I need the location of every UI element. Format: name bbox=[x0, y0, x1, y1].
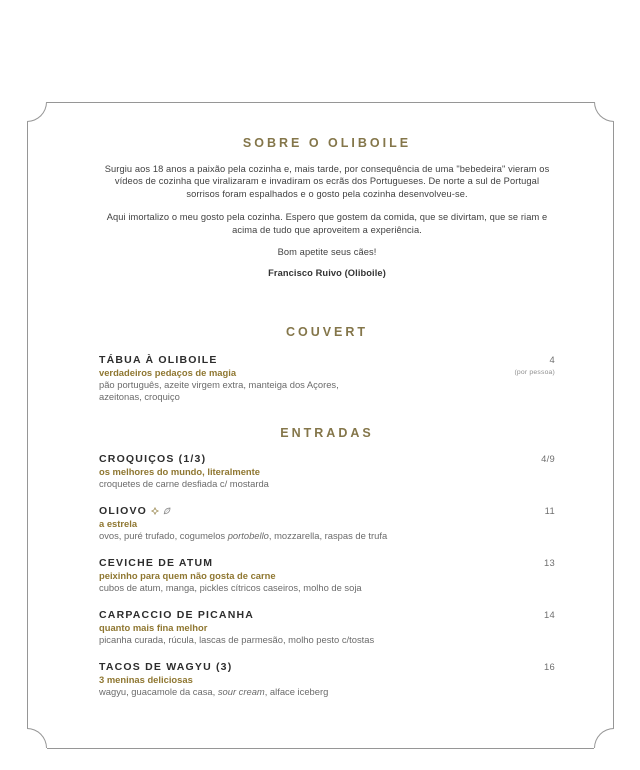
item-name bbox=[99, 504, 555, 518]
couvert-items bbox=[99, 353, 555, 403]
item-name bbox=[99, 660, 555, 674]
menu-item-tacos bbox=[99, 660, 555, 698]
item-description-italic: sour cream bbox=[217, 685, 265, 697]
item-description bbox=[99, 686, 519, 698]
item-name-text: CROQUIÇOS (1/3) bbox=[99, 452, 207, 465]
leaf-icon bbox=[163, 507, 171, 515]
about-signoff: Bom apetite seus cães! bbox=[277, 247, 377, 258]
about-author: Francisco Ruivo (Oliboile) bbox=[268, 268, 386, 279]
item-price bbox=[544, 661, 555, 673]
item-description-text: ovos, puré trufado, cogumelos bbox=[99, 529, 228, 541]
item-description bbox=[99, 379, 384, 403]
item-description bbox=[99, 634, 519, 646]
item-name bbox=[99, 452, 555, 466]
item-name-text: OLIOVO bbox=[99, 504, 148, 517]
item-description-text: pão português, azeite virgem extra, manteiga dos Açores, azeitonas, croquiço bbox=[99, 378, 339, 402]
section-title-couvert: COUVERT bbox=[285, 324, 369, 339]
menu-item-tabua bbox=[99, 353, 555, 403]
entradas-items bbox=[99, 452, 555, 698]
price-value: 4/9 bbox=[541, 452, 555, 464]
item-tagline: 3 meninas deliciosas bbox=[99, 673, 193, 685]
item-price bbox=[544, 609, 555, 621]
section-title-entradas: ENTRADAS bbox=[280, 425, 374, 440]
item-description bbox=[99, 478, 519, 490]
frame-line-bottom bbox=[47, 748, 594, 749]
item-tagline: a estrela bbox=[99, 517, 138, 529]
sparkle-icon bbox=[151, 507, 159, 515]
price-value: 16 bbox=[543, 660, 555, 672]
item-tagline: verdadeiros pedaços de magia bbox=[99, 366, 237, 378]
price-value: 14 bbox=[543, 608, 555, 620]
item-description-text: cubos de atum, manga, pickles cítricos caseiros, molho de soja bbox=[99, 581, 362, 593]
about-section bbox=[99, 136, 555, 280]
about-title: SOBRE O OLIBOILE bbox=[242, 136, 412, 150]
about-paragraph-1: Surgiu aos 18 anos a paixão pela cozinha e, mais tarde, por consequência de uma "bebedeira" vieram os vídeos de cozinha que viralizaram e invadiram os ecrãs dos Portugueses. De norte a sul de Portugal sorrisos foram espalhados e o gosto pela cozinha desenvolveu-se. bbox=[104, 164, 550, 199]
menu-content bbox=[27, 102, 614, 748]
item-name-text: TACOS DE WAGYU (3) bbox=[99, 660, 233, 673]
menu-item-croquicos bbox=[99, 452, 555, 490]
item-name bbox=[99, 556, 555, 570]
item-tagline: os melhores do mundo, literalmente bbox=[99, 465, 260, 477]
item-name bbox=[99, 608, 555, 622]
menu-item-oliovo bbox=[99, 504, 555, 542]
price-value: 11 bbox=[544, 504, 555, 516]
item-tagline: quanto mais fina melhor bbox=[99, 621, 208, 633]
item-price bbox=[514, 354, 555, 379]
menu-item-carpaccio bbox=[99, 608, 555, 646]
menu-item-ceviche bbox=[99, 556, 555, 594]
item-description-text: , alface iceberg bbox=[264, 685, 329, 697]
item-description-text: croquetes de carne desfiada c/ mostarda bbox=[99, 477, 269, 489]
item-description bbox=[99, 582, 519, 594]
item-name-text: TÁBUA À OLIBOILE bbox=[99, 353, 218, 366]
item-tagline: peixinho para quem não gosta de carne bbox=[99, 569, 276, 581]
price-note: (por pessoa) bbox=[514, 368, 555, 376]
about-paragraph-2: Aqui imortalizo o meu gosto pela cozinha. Espero que gostem da comida, que se divirtam, que se riam e acima de tudo que aproveitem a experiência. bbox=[106, 212, 548, 235]
price-value: 13 bbox=[543, 556, 555, 568]
price-value: 4 bbox=[549, 353, 555, 365]
item-description-text: , mozzarella, raspas de trufa bbox=[268, 529, 388, 541]
item-name bbox=[99, 353, 555, 367]
item-description-italic: portobello bbox=[227, 529, 269, 541]
item-price bbox=[545, 505, 555, 517]
item-name-text: CEVICHE DE ATUM bbox=[99, 556, 214, 569]
item-name-text: CARPACCIO DE PICANHA bbox=[99, 608, 255, 621]
item-description-text: picanha curada, rúcula, lascas de parmesão, molho pesto c/tostas bbox=[99, 633, 375, 645]
item-description bbox=[99, 530, 519, 542]
item-description-text: wagyu, guacamole da casa, bbox=[99, 685, 218, 697]
item-price bbox=[544, 557, 555, 569]
item-price bbox=[541, 453, 555, 465]
